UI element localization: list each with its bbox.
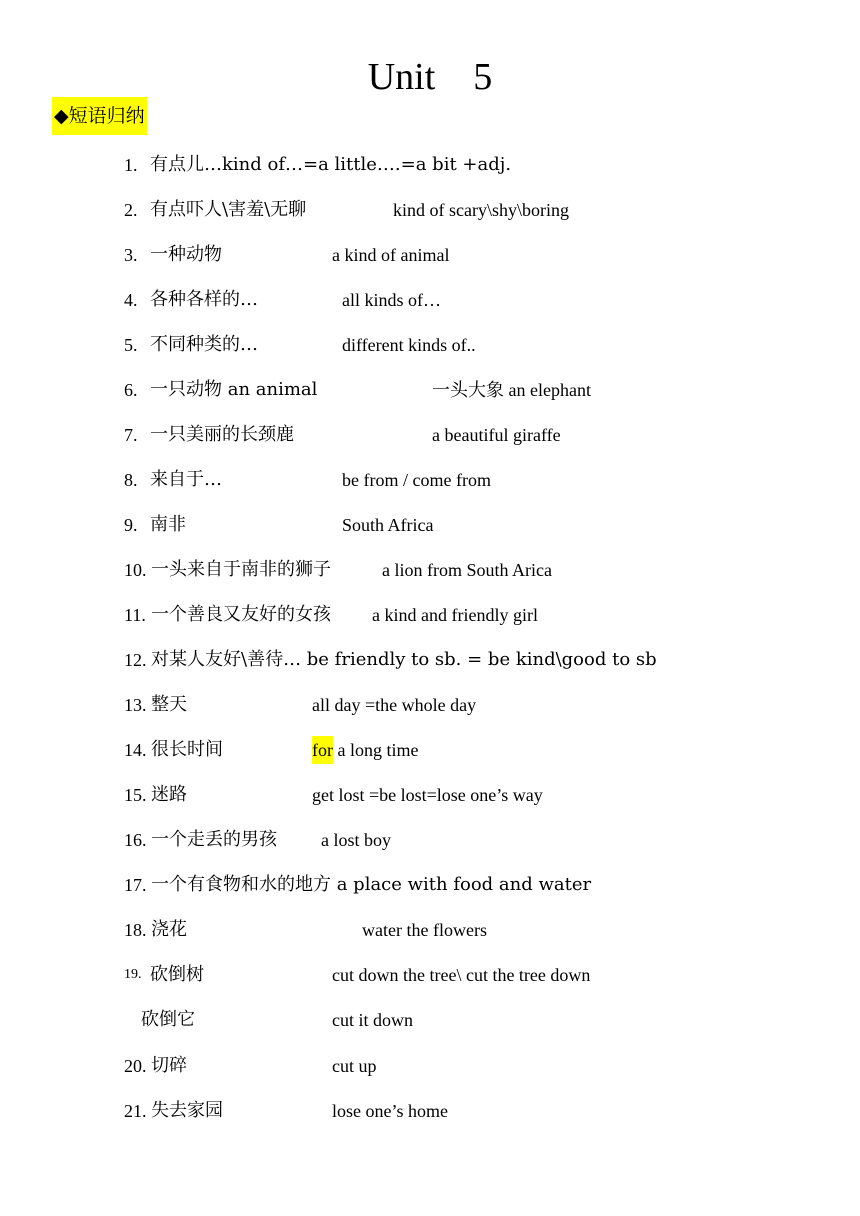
item-number: 2. [124, 200, 138, 220]
item-english: kind of scary\shy\boring [393, 200, 569, 220]
item-english-rest: a long time [333, 740, 419, 760]
page-title: Unit 5 [367, 56, 493, 98]
item-number: 20. [124, 1056, 147, 1076]
item-chinese: 砍倒它 [141, 1009, 195, 1030]
item-chinese: 一个善良又友好的女孩 [151, 604, 331, 625]
item-english: water the flowers [362, 920, 487, 940]
item-number: 4. [124, 290, 138, 310]
item-number: 19. [124, 967, 142, 982]
item-chinese: 各种各样的… [150, 289, 258, 310]
item-number: 7. [124, 425, 138, 445]
item-english: a beautiful giraffe [432, 425, 561, 445]
item-number: 14. [124, 740, 147, 760]
item-number: 13. [124, 695, 147, 715]
item-chinese: 一只美丽的长颈鹿 [150, 424, 294, 445]
item-text: 有点儿…kind of…=a little….=a bit +adj. [150, 154, 512, 175]
item-chinese: 一种动物 [150, 244, 222, 265]
item-english: 一头大象 an elephant [432, 380, 591, 400]
item-chinese: 迷路 [151, 784, 187, 805]
item-number: 9. [124, 515, 138, 535]
highlighted-word: for [312, 736, 333, 764]
item-english: all kinds of… [342, 290, 441, 310]
item-english: a kind and friendly girl [372, 605, 538, 625]
item-english: cut up [332, 1056, 377, 1076]
item-chinese: 一头来自于南非的狮子 [151, 559, 331, 580]
item-english: be from / come from [342, 470, 491, 490]
item-chinese: 一只动物 an animal [150, 379, 318, 400]
item-chinese: 南非 [150, 514, 186, 535]
item-number: 3. [124, 245, 138, 265]
item-chinese: 有点吓人\害羞\无聊 [150, 199, 307, 220]
item-number: 18. [124, 920, 147, 940]
item-chinese: 浇花 [151, 919, 187, 940]
item-number: 15. [124, 785, 147, 805]
item-number: 16. [124, 830, 147, 850]
item-number: 6. [124, 380, 138, 400]
item-chinese: 失去家园 [151, 1100, 223, 1121]
item-chinese: 来自于… [150, 469, 222, 490]
item-english [312, 735, 418, 765]
item-number: 8. [124, 470, 138, 490]
item-english: different kinds of.. [342, 335, 476, 355]
item-number: 10. [124, 560, 147, 580]
item-chinese: 很长时间 [151, 739, 223, 760]
item-chinese: 切碎 [151, 1055, 187, 1076]
item-english: a lost boy [321, 830, 391, 850]
item-english: cut down the tree\ cut the tree down [332, 965, 591, 985]
item-number: 21. [124, 1101, 147, 1121]
item-english: a lion from South Arica [382, 560, 552, 580]
item-chinese: 不同种类的… [150, 334, 258, 355]
item-text: 一个有食物和水的地方 a place with food and water [151, 874, 592, 895]
item-chinese: 整天 [151, 694, 187, 715]
item-number: 17. [124, 875, 147, 895]
item-number: 11. [124, 605, 146, 625]
item-number: 12. [124, 650, 147, 670]
item-chinese: 一个走丢的男孩 [151, 829, 277, 850]
item-english: cut it down [332, 1010, 413, 1030]
item-chinese: 砍倒树 [150, 964, 204, 985]
item-number: 1. [124, 155, 138, 175]
item-number: 5. [124, 335, 138, 355]
item-english: South Africa [342, 515, 434, 535]
item-english: lose one’s home [332, 1101, 448, 1121]
item-english: a kind of animal [332, 245, 450, 265]
item-english: all day =the whole day [312, 695, 477, 715]
section-heading: ◆短语归纳 [52, 97, 147, 135]
item-english: get lost =be lost=lose one’s way [312, 785, 543, 805]
item-text: 对某人友好\善待… be friendly to sb. = be kind\good to sb [151, 649, 657, 670]
